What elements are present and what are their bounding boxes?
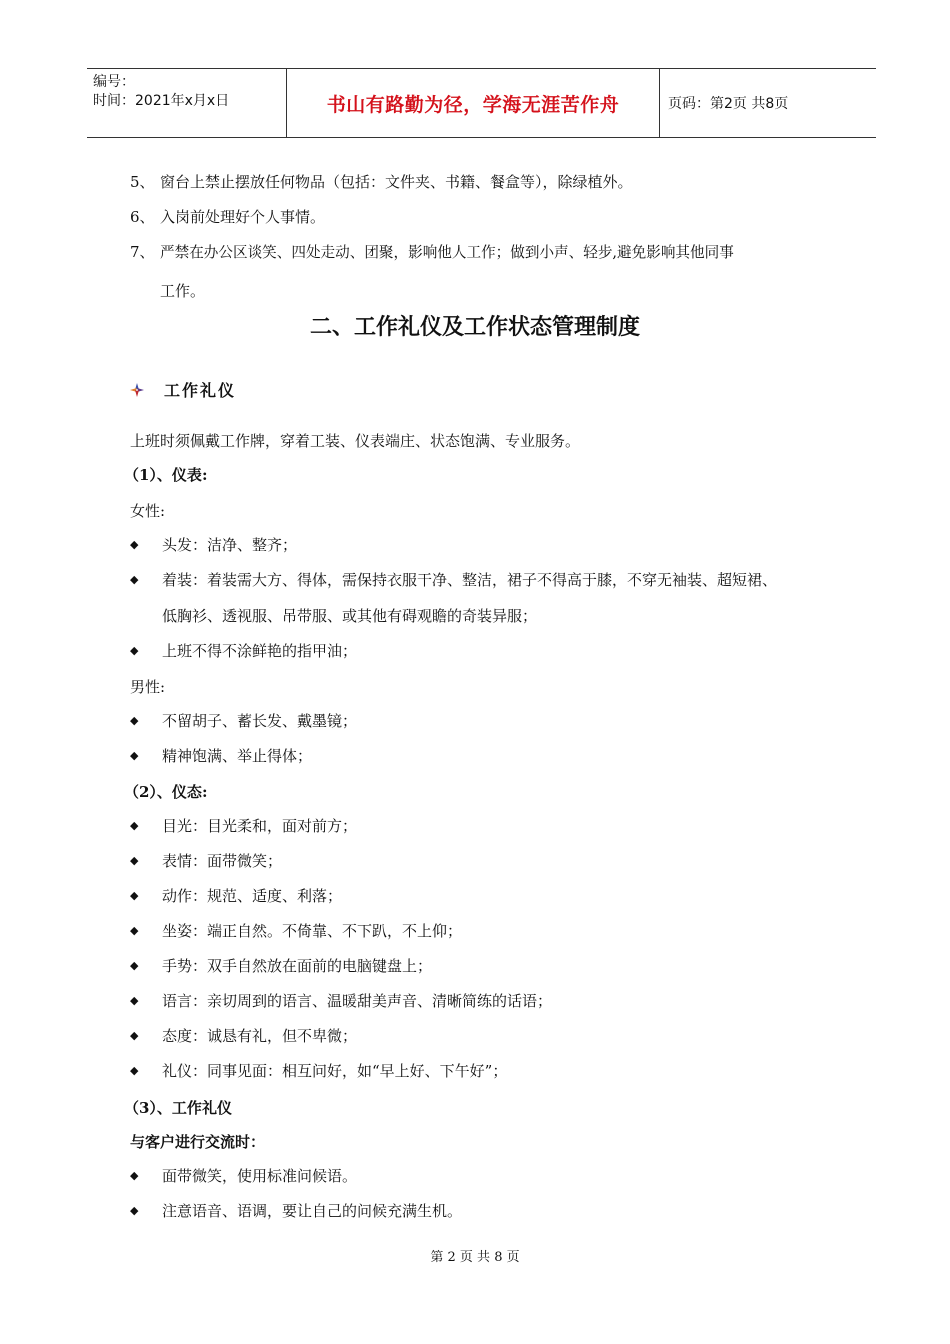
sub-title: 工作礼仪	[164, 381, 237, 400]
bullet-icon: ◆	[130, 889, 139, 902]
bullet-icon: ◆	[130, 854, 139, 867]
male-item-spirit: 精神饱满、举止得体；	[162, 747, 313, 765]
female-item-dress: 着装：着装需大方、得体，需保持衣服干净、整洁，裙子不得高于膝，不穿无袖装、超短裙、	[162, 571, 778, 589]
rule-7-continuation: 工作。	[160, 282, 206, 300]
page-footer: 第 2 页 共 8 页	[430, 1250, 520, 1265]
bullet-icon: ◆	[130, 714, 139, 727]
part2-title: （2）、仪态:	[124, 783, 208, 801]
manner-item-attitude: 态度：诚恳有礼，但不卑微；	[162, 1027, 358, 1045]
section-title: 二、工作礼仪及工作状态管理制度	[309, 315, 640, 340]
bullet-icon: ◆	[130, 1029, 139, 1042]
customer-item-voice: 注意语音、语调，要让自己的问候充满生机。	[162, 1202, 463, 1220]
customer-label: 与客户进行交流时：	[130, 1133, 266, 1151]
bullet-icon: ◆	[130, 573, 139, 586]
header-page-label: 页码：第2页 共8页	[668, 96, 789, 112]
diamond-arrow-icon	[130, 383, 144, 397]
female-item-nails: 上班不得不涂鲜艳的指甲油；	[162, 642, 358, 660]
female-item-hair: 头发：洁净、整齐；	[162, 536, 298, 554]
rule-7-text: 严禁在办公区谈笑、四处走动、团聚，影响他人工作；做到小声、轻步,避免影响其他同事	[160, 244, 734, 261]
manner-item-eyes: 目光：目光柔和，面对前方；	[162, 817, 358, 835]
manner-item-etiquette: 礼仪：同事见面：相互问好，如“早上好、下午好”；	[162, 1062, 508, 1080]
bullet-icon: ◆	[130, 924, 139, 937]
female-item-dress-cont: 低胸衫、透视服、吊带服、或其他有碍观瞻的奇装异服；	[162, 607, 538, 625]
header-meta	[87, 69, 287, 137]
manner-item-action: 动作：规范、适度、利落；	[162, 887, 343, 905]
bullet-icon: ◆	[130, 1169, 139, 1182]
part1-title: （1）、仪表:	[124, 466, 208, 484]
bullet-icon: ◆	[130, 959, 139, 972]
bullet-icon: ◆	[130, 819, 139, 832]
rule-6-text: 入岗前处理好个人事情。	[160, 208, 326, 226]
male-item-beard: 不留胡子、蓄长发、戴墨镜；	[162, 712, 358, 730]
customer-item-smile: 面带微笑，使用标准问候语。	[162, 1167, 358, 1185]
header-motto: 书山有路勤为径，学海无涯苦作舟	[287, 69, 660, 137]
bullet-icon: ◆	[130, 538, 139, 551]
rule-7-number: 7、	[130, 243, 155, 261]
male-label: 男性:	[130, 678, 166, 696]
rule-6-number: 6、	[130, 208, 155, 226]
female-label: 女性:	[130, 502, 166, 520]
manner-item-sitting: 坐姿：端正自然。不倚靠、不下趴，不上仰；	[162, 922, 463, 940]
rule-5-text: 窗台上禁止摆放任何物品（包括：文件夹、书籍、餐盒等），除绿植外。	[160, 173, 633, 191]
bullet-icon: ◆	[130, 644, 139, 657]
manner-item-language: 语言：亲切周到的语言、温暖甜美声音、清晰简练的话语；	[162, 992, 553, 1010]
intro-text: 上班时须佩戴工作牌，穿着工装、仪表端庄、状态饱满、专业服务。	[130, 432, 581, 450]
manner-item-gesture: 手势：双手自然放在面前的电脑键盘上；	[162, 957, 433, 975]
manner-item-expression: 表情：面带微笑；	[162, 852, 283, 870]
rule-5-number: 5、	[130, 173, 155, 191]
bullet-icon: ◆	[130, 994, 139, 1007]
page-header	[87, 68, 876, 138]
time-label: 时间：2021年x月x日	[93, 93, 230, 109]
bullet-icon: ◆	[130, 1204, 139, 1217]
code-label: 编号：	[93, 74, 135, 90]
bullet-icon: ◆	[130, 749, 139, 762]
part3-title: （3）、工作礼仪	[124, 1099, 232, 1117]
bullet-icon: ◆	[130, 1064, 139, 1077]
